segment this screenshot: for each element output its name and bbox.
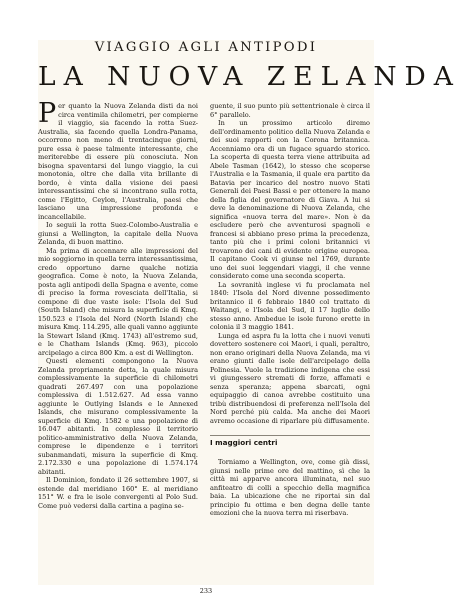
section-divider [210,435,370,436]
article-kicker: VIAGGIO AGLI ANTIPODI [94,40,318,55]
page-number: 233 [199,587,213,595]
article-page [38,40,461,595]
paragraph: Torniamo a Wellington, ove, come già dissi, giunsi nelle prime ore del mattino, sì che la città mi apparve ancora illuminata, nel suo anfiteatro di colli a specchio della magnifica baia. La ubicazione che ne riportai sin dal principio fu ottima e ben degna delle tante emozioni che la nuova terra mi riserbava. [210,458,370,517]
paragraph: Io seguii la rotta Suez-Colombo-Australia e giunsi a Wellington, la capitale della Nuova Zelanda, di buon mattino. [38,221,198,246]
left-column [38,98,198,510]
right-column [210,102,370,518]
paragraph: In un prossimo articolo diremo dell'ordinamento politico della Nuova Zelanda e dei suoi rapporti con la Corona britannica. Accenniamo ora di un fugace sguardo storico. La scoperta di questa terra viene attribuita ad Abele Tasman (1642), lo stesso che scoperse l'Australia e la Tasmania, il quale era partito da Batavia per incarico del nostro nuovo Stati Generali dei Paesi Bassi e per ottenere la mano della figlia del governatore di Giava. A lui si deve la denominazione di Nuova Zelanda, che significa «nuova terra del mare». Non è da escludere però che avventurosi spagnoli e francesi si abbiano preso prima la precedenza, tanto più che i primi coloni britannici vi trovarono dei cani di evidente origine europea. Il capitano Cook vi giunse nel 1769, durante uno dei suoi leggendari viaggi, il che venne considerato come una seconda scoperta. [210,119,370,280]
paragraph: Il Dominion, fondato il 26 settembre 1907, si estende dal meridiano 160° E. al meridiano 151° W. e fra le isole convergenti al Polo Sud. Come può vedersi dalla cartina a pagina se- [38,476,198,510]
paragraph-text: er quanto la Nuova Zelanda disti da noi circa ventimila chilometri, per compierne il viaggio, sia facendo la rotta Suez-Australia, sia facendo quella Londra-Panama, occorrono non meno di trentacinque giorni, pure essa è paese talmente interessante, che meriterebbe di essere più conosciuta. Non bisogna spaventarsi del lungo viaggio, la cui monotonia, oltre che dalla vita brillante di bordo, è vinta dalla visione dei paesi interessantissimi che si incontrano sulla rotta, come l'Egitto, Ceylon, l'Australia, paesi che lasciano una impressione profonda e incancellabile. [38,102,198,221]
drop-cap: P [38,98,57,129]
paragraph: Ma prima di accennare alle impressioni del mio soggiorno in quella terra interessantissima, credo opportuno darne qualche notizia geografica. Come è noto, la Nuova Zelanda, posta agli antipodi della Spagna e avente, come di preciso la forma rovesciata dell'Italia, si compone di due vaste isole: l'Isola del Sud (South Island) che misura la superficie di Kmq. 150.523 e l'Isola del Nord (North Island) che misura Kmq. 114.295, alle quali vanno aggiunte la Stewart Island (Kmq. 1743) all'estremo sud, e le Chatham Islands (Kmq. 963), piccolo arcipelago a circa 800 Km. a est di Wellington. [38,246,198,357]
paragraph: guente, il suo punto più settentrionale è circa il 6° parallelo. [210,102,370,119]
paragraph: Lunga ed aspra fu la lotta che i nuovi venuti dovettero sostenere coi Maori, i quali, peraltro, non erano originari della Nuova Zelanda, ma vi erano giunti dalle isole dell'arcipelago della Polinesia. Vuole la tradizione indigena che essi vi giungessero stremati di forze, affamati e senza speranza; appena sbarcati, ogni equipaggio di canoa avrebbe costituito una tribù distribuendosi di preferenza nell'Isola del Nord perché più calda. Ma anche dei Maori avremo occasione di riparlare più diffusamente. [210,331,370,425]
paragraph [38,98,198,221]
section-heading: I maggiori centri [210,438,278,447]
paragraph: La sovranità inglese vi fu proclamata nel 1840: l'Isola del Nord divenne possedimento britannico il 6 febbraio 1840 col trattato di Waitangi, e l'Isola del Sud, il 17 luglio dello stesso anno. Ambedue le isole furono erette in colonia il 3 maggio 1841. [210,280,370,331]
article-title: LA NUOVA ZELANDA [38,61,461,92]
paragraph: Questi elementi compongono la Nuova Zelanda propriamente detta, la quale misura complessivamente la superficie di chilometri quadrati 267.497 con una popolazione complessiva di 1.512.627. Ad essa vanno aggiunte le Outlying Islands e le Annexed Islands, che misurano complessivamente la superficie di Kmq. 1582 e una popolazione di 16.047 abitanti. In complesso il territorio politico-amministrativo della Nuova Zelanda, comprese le dipendenze e i territori subanmandati, misura la superficie di Kmq. 2.172.330 e una popolazione di 1.574.174 abitanti. [38,357,198,476]
